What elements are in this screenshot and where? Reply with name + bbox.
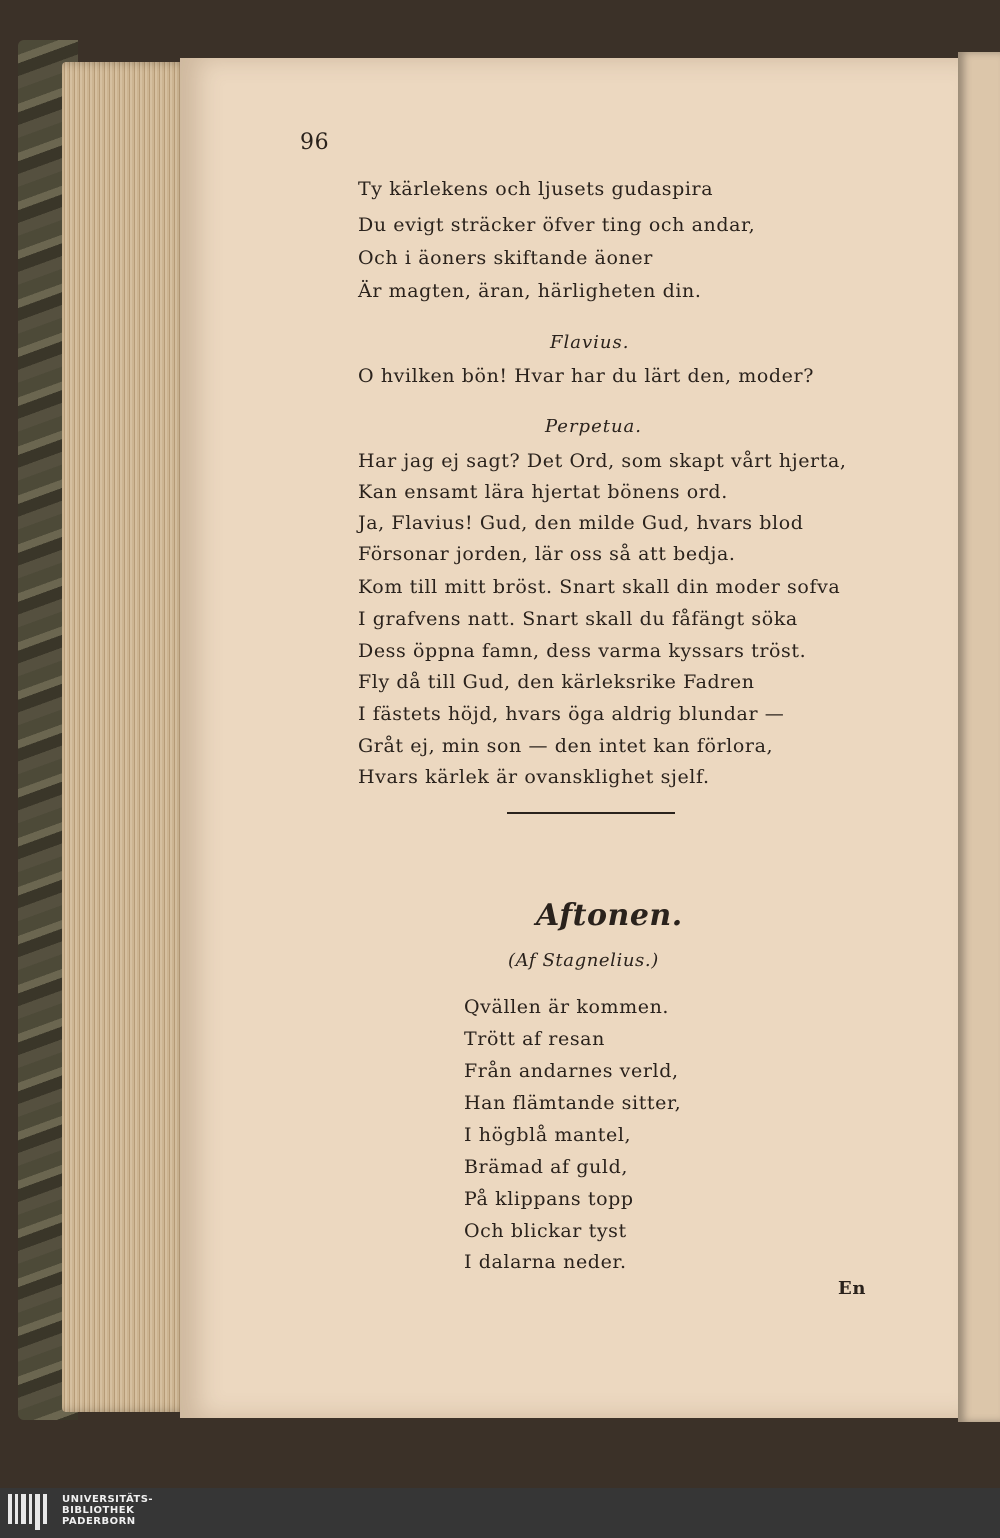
page-number: 96 — [300, 130, 330, 155]
poem-line: Brämad af guld, — [464, 1156, 628, 1178]
verse-line: Kom till mitt bröst. Snart skall din moder sofva — [358, 576, 841, 598]
verse-line: I fästets höjd, hvars öga aldrig blundar — — [358, 703, 785, 725]
verse-line: Gråt ej, min son — den intet kan förlora, — [358, 735, 774, 757]
poem-line: På klippans topp — [464, 1188, 634, 1210]
library-name-line: UNIVERSITÄTS- — [62, 1494, 154, 1505]
verse-line: Ja, Flavius! Gud, den milde Gud, hvars blod — [358, 512, 804, 534]
verse-line: Kan ensamt lära hjertat bönens ord. — [358, 481, 728, 503]
poem-line: Han flämtande sitter, — [464, 1092, 682, 1114]
verse-line: Och i äoners skiftande äoner — [358, 247, 653, 269]
library-name — [62, 1494, 153, 1527]
library-logo-icon — [8, 1494, 52, 1532]
poem-line: I dalarna neder. — [464, 1251, 627, 1273]
verse-line: Hvars kärlek är ovansklighet sjelf. — [358, 766, 710, 788]
verse-line: O hvilken bön! Hvar har du lärt den, moder? — [358, 365, 814, 387]
poem-title: Aftonen. — [536, 898, 683, 933]
verse-line: Har jag ej sagt? Det Ord, som skapt vårt hjerta, — [358, 450, 847, 472]
verse-line: Försonar jorden, lär oss så att bedja. — [358, 543, 736, 565]
facing-page-edge — [958, 52, 1000, 1422]
poem-subtitle: (Af Stagnelius.) — [508, 950, 659, 971]
speaker-name: Flavius. — [550, 332, 630, 353]
verse-line: Är magten, äran, härligheten din. — [358, 280, 702, 302]
verse-line: Ty kärlekens och ljusets gudaspira — [358, 178, 714, 200]
poem-line: Trött af resan — [464, 1028, 605, 1050]
speaker-name: Perpetua. — [545, 416, 643, 437]
verse-line: Fly då till Gud, den kärleksrike Fadren — [358, 671, 755, 693]
verse-line: Dess öppna famn, dess varma kyssars tröst. — [358, 640, 807, 662]
page-edges — [62, 62, 190, 1412]
catchword: En — [838, 1278, 867, 1299]
section-divider — [507, 812, 675, 814]
library-name-line: PADERBORN — [62, 1516, 136, 1527]
poem-line: Och blickar tyst — [464, 1220, 627, 1242]
poem-line: Från andarnes verld, — [464, 1060, 679, 1082]
poem-line: I högblå mantel, — [464, 1124, 632, 1146]
library-name-line: BIBLIOTHEK — [62, 1505, 135, 1516]
poem-line: Qvällen är kommen. — [464, 996, 670, 1018]
verse-line: Du evigt sträcker öfver ting och andar, — [358, 214, 756, 236]
verse-line: I grafvens natt. Snart skall du fåfängt söka — [358, 608, 798, 630]
library-footer — [0, 1488, 1000, 1538]
